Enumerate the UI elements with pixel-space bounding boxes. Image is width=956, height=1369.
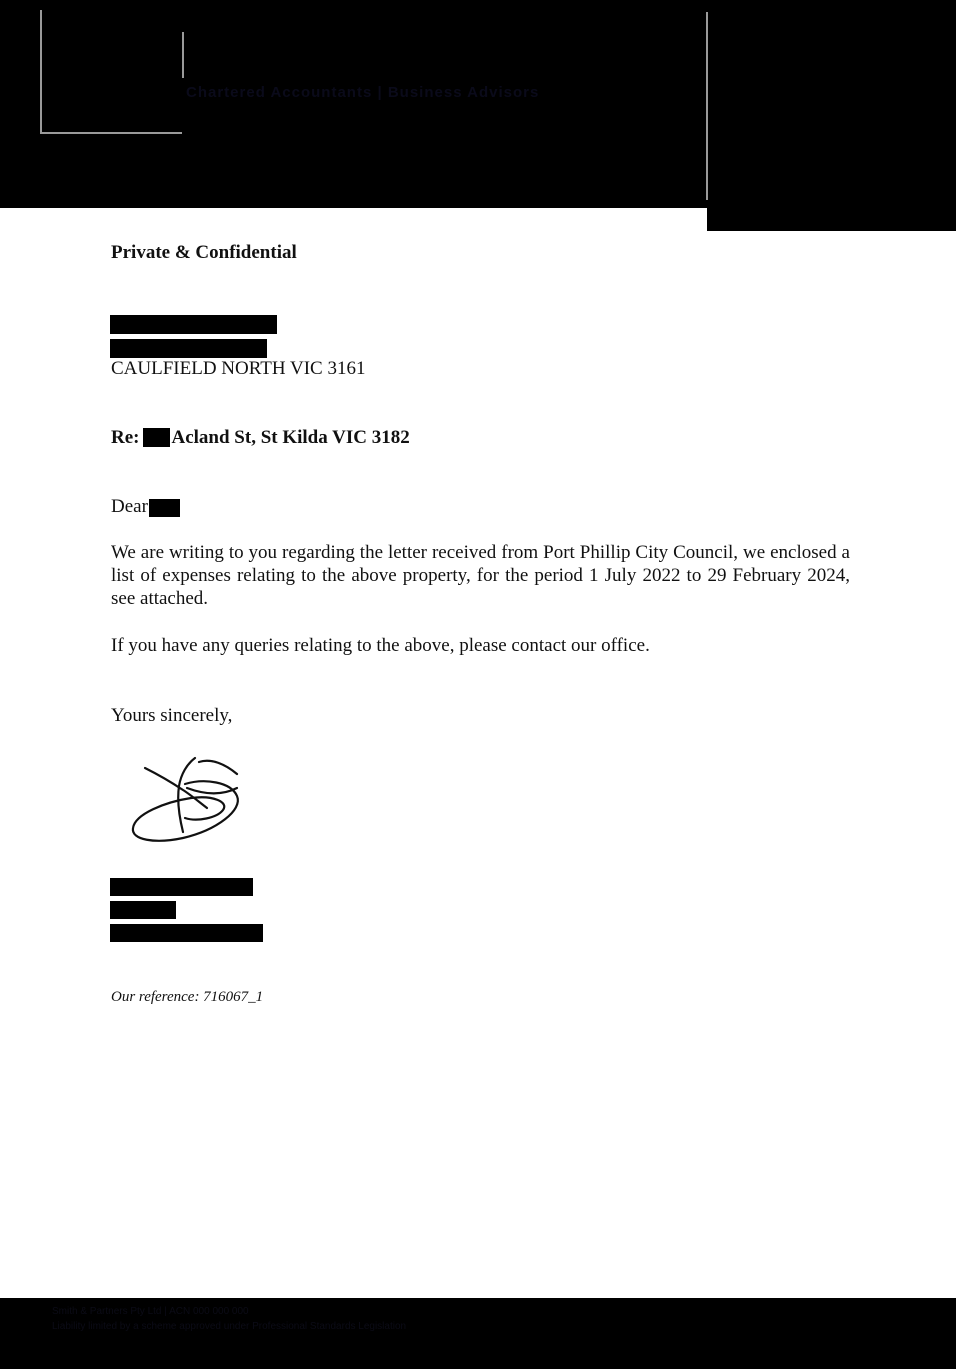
handwritten-signature: [125, 752, 250, 852]
subject-line: [111, 426, 410, 449]
redacted-signatory-title: [110, 901, 176, 919]
letterhead-tagline: Chartered Accountants | Business Advisors: [186, 84, 540, 101]
salutation: [111, 495, 180, 518]
redacted-recipient-street: [110, 339, 267, 358]
logo-frame-left: [40, 10, 42, 134]
body-paragraph-2: If you have any queries relating to the above, please contact our office.: [111, 635, 650, 656]
confidential-label: Private & Confidential: [111, 242, 297, 263]
subject-address: Acland St, St Kilda VIC 3182: [171, 427, 410, 448]
our-reference: Our reference: 716067_1: [111, 989, 264, 1005]
letterhead-banner: [0, 0, 956, 208]
letterhead-tab: [707, 200, 956, 231]
footer-liability-line: Liability limited by a scheme approved under Professional Standards Legislation: [52, 1321, 407, 1332]
banner-divider: [706, 12, 708, 200]
body-paragraph-1: We are writing to you regarding the letter received from Port Phillip City Council, we enclosed a list of expenses relating to the above property, for the period 1 July 2022 to 29 February 2024, see attached.: [111, 542, 850, 609]
salutation-text: Dear: [111, 496, 148, 517]
redacted-signatory-company: [110, 924, 263, 942]
redacted-signatory-name: [110, 878, 253, 896]
letterhead-footer: [0, 1298, 956, 1369]
redacted-recipient-first-name: [149, 499, 180, 517]
redacted-recipient-name: [110, 315, 277, 334]
recipient-suburb-line: CAULFIELD NORTH VIC 3161: [111, 358, 366, 379]
footer-company-line: Smith & Partners Pty Ltd | ACN 000 000 000: [52, 1306, 249, 1317]
closing: Yours sincerely,: [111, 705, 233, 726]
logo-frame-bottom: [40, 132, 182, 134]
subject-prefix: Re:: [111, 427, 140, 448]
logo-frame-divider: [182, 32, 184, 78]
redacted-street-number: [143, 428, 170, 447]
